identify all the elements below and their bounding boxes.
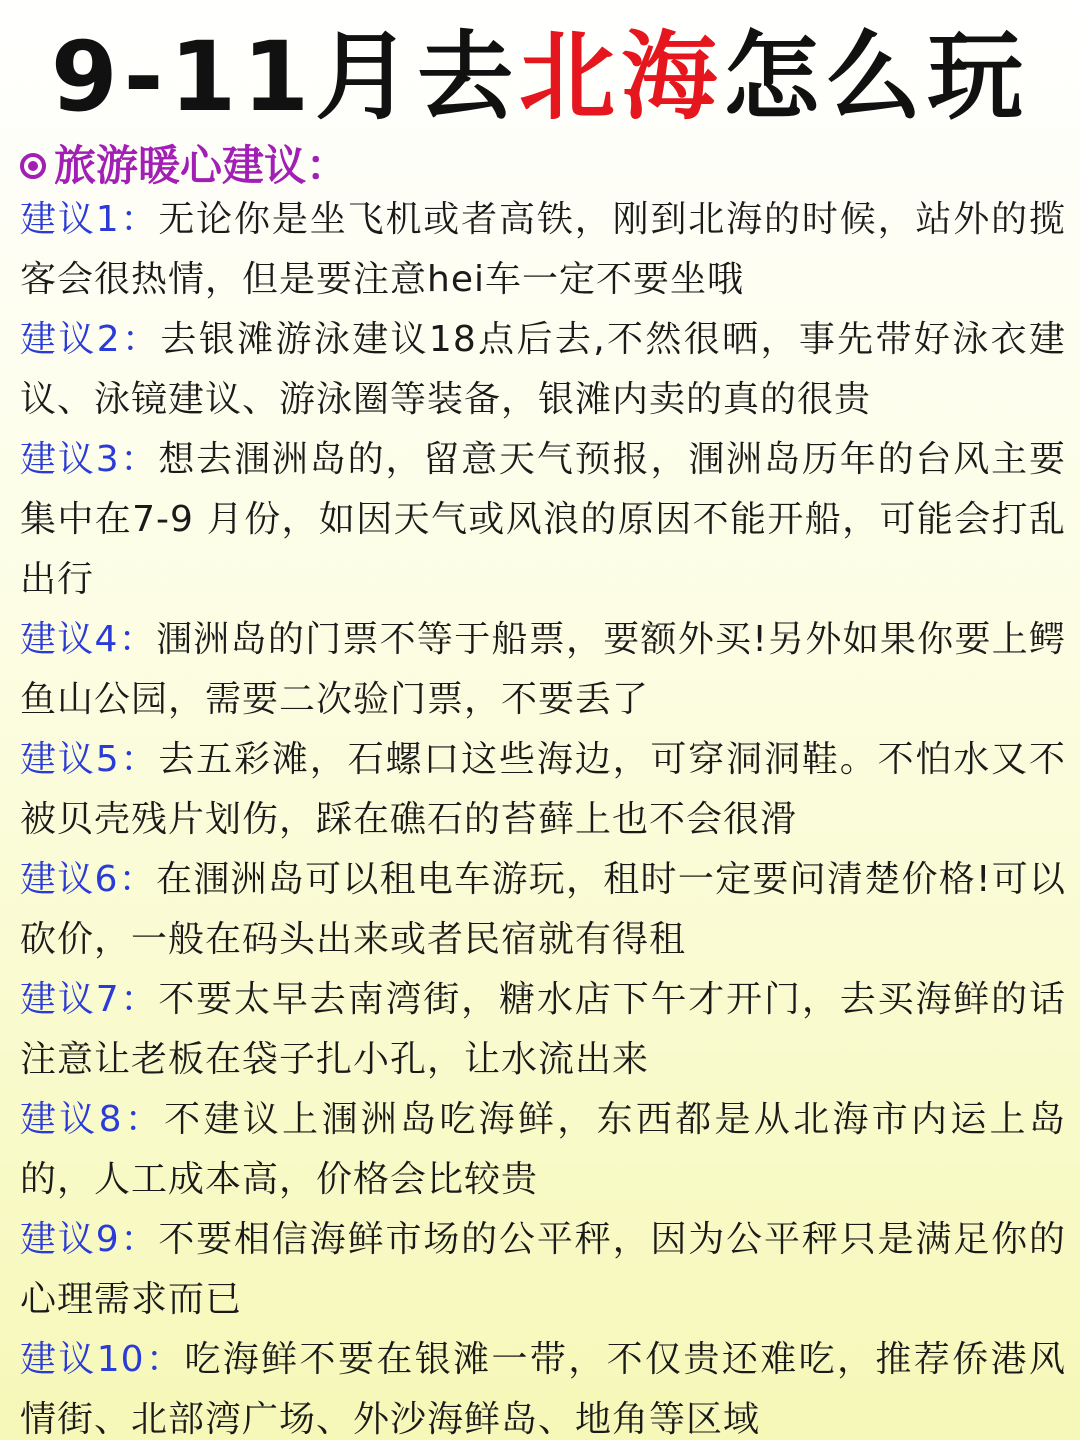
tip-label: 建议4： bbox=[20, 619, 156, 660]
tip-text: 不要相信海鲜市场的公平秤，因为公平秤只是满足你的心理需求而已 bbox=[20, 1219, 1066, 1320]
tip-item-9 bbox=[20, 1210, 1066, 1330]
tip-item-3 bbox=[20, 430, 1066, 610]
tip-text: 涠洲岛的门票不等于船票，要额外买!另外如果你要上鳄鱼山公园，需要二次验门票，不要丢了 bbox=[20, 619, 1066, 720]
tip-label: 建议6： bbox=[20, 859, 156, 900]
tip-item-4 bbox=[20, 610, 1066, 730]
tip-label: 建议8： bbox=[20, 1099, 165, 1140]
tip-text: 吃海鲜不要在银滩一带，不仅贵还难吃，推荐侨港风情街、北部湾广场、外沙海鲜岛、地角等区域 bbox=[20, 1339, 1066, 1440]
tip-text: 无论你是坐飞机或者高铁，刚到北海的时候，站外的揽客会很热情，但是要注意hei车一定不要坐哦 bbox=[20, 199, 1066, 300]
tip-text: 想去涠洲岛的，留意天气预报，涠洲岛历年的台风主要集中在7-9 月份，如因天气或风浪的原因不能开船，可能会打乱出行 bbox=[20, 439, 1066, 600]
tip-item-5 bbox=[20, 730, 1066, 850]
title-suffix: 怎么玩 bbox=[723, 21, 1030, 133]
section-heading-text: 旅游暖心建议： bbox=[54, 141, 349, 190]
tip-item-1 bbox=[20, 190, 1066, 310]
tip-item-10 bbox=[20, 1330, 1066, 1450]
tip-label: 建议5： bbox=[20, 739, 159, 780]
section-heading bbox=[20, 138, 348, 194]
tip-text: 不要太早去南湾街，糖水店下午才开门，去买海鲜的话注意让老板在袋子扎小孔，让水流出来 bbox=[20, 979, 1066, 1080]
tip-item-6 bbox=[20, 850, 1066, 970]
tips-list bbox=[20, 190, 1066, 1450]
tip-label: 建议1： bbox=[20, 199, 159, 240]
tip-label: 建议9： bbox=[20, 1219, 159, 1260]
tip-text: 去五彩滩，石螺口这些海边，可穿洞洞鞋。不怕水又不被贝壳残片划伤，踩在礁石的苔藓上也不会很滑 bbox=[20, 739, 1066, 840]
tip-text: 去银滩游泳建议18点后去,不然很晒，事先带好泳衣建议、泳镜建议、游泳圈等装备，银滩内卖的真的很贵 bbox=[20, 319, 1066, 420]
tip-label: 建议2： bbox=[20, 319, 161, 360]
title-prefix: 9-11月去 bbox=[50, 21, 520, 133]
tip-label: 建议7： bbox=[20, 979, 159, 1020]
tip-item-2 bbox=[20, 310, 1066, 430]
tip-label: 建议10： bbox=[20, 1339, 185, 1380]
tip-text: 在涠洲岛可以租电车游玩，租时一定要问清楚价格!可以砍价，一般在码头出来或者民宿就有得租 bbox=[20, 859, 1066, 960]
tip-item-7 bbox=[20, 970, 1066, 1090]
tip-label: 建议3： bbox=[20, 439, 159, 480]
title-highlight: 北海 bbox=[519, 21, 724, 133]
tip-item-8 bbox=[20, 1090, 1066, 1210]
tip-text: 不建议上涠洲岛吃海鲜，东西都是从北海市内运上岛的，人工成本高，价格会比较贵 bbox=[20, 1099, 1066, 1200]
page-title bbox=[0, 22, 1080, 132]
bullet-circle-icon bbox=[20, 153, 46, 179]
